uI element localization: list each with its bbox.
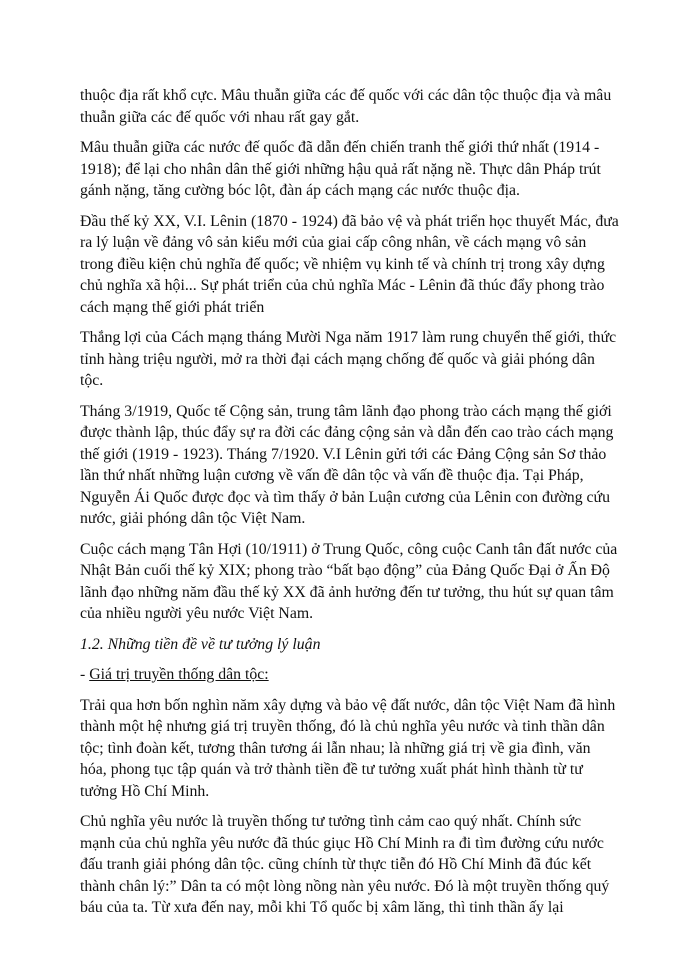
- subheading-prefix: -: [80, 666, 90, 683]
- paragraph-patriotism: Chủ nghĩa yêu nước là truyền thống tư tưởng tình cảm cao quý nhất. Chính sức mạnh của chủ nghĩa yêu nước đã thúc giục Hồ Chí Minh ra đi tìm đường cứu nước đấu tranh giải phóng dân tộc. cũng chính từ thực tiễn đó Hồ Chí Minh đã đúc kết thành chân lý:” Dân ta có một lòng nồng nàn yêu nước. Đó là một truyền thống quý báu của ta. Từ xưa đến nay, mỗi khi Tổ quốc bị xâm lăng, thì tinh thần ấy lại: [80, 813, 610, 916]
- paragraph-comintern: Tháng 3/1919, Quốc tế Cộng sản, trung tâm lãnh đạo phong trào cách mạng thế giới được thành lập, thúc đẩy sự ra đời các đảng cộng sản và dẫn đến cao trào cách mạng thế giới (1919 - 1923). Tháng 7/1920. V.I Lênin gửi tới các Đảng Cộng sản Sơ thảo lần thứ nhất những luận cương về vấn đề dân tộc và vấn đề thuộc địa. Tại Pháp, Nguyễn Ái Quốc được đọc và tìm thấy ở bản Luận cương của Lênin con đường cứu nước, giải phóng dân tộc Việt Nam.: [80, 402, 614, 527]
- subsection-heading: [80, 664, 620, 686]
- paragraph-traditional-values: Trải qua hơn bốn nghìn năm xây dựng và bảo vệ đất nước, dân tộc Việt Nam đã hình thành một hệ nhưng giá trị truyền thống, đó là chủ nghĩa yêu nước và tinh thần dân tộc; tình đoàn kết, tương thân tương ái lẫn nhau; là những giá trị về gia đình, văn hóa, phong tục tập quán và trở thành tiền đề tư tưởng xuất phát hình thành từ tư tưởng Hồ Chí Minh.: [80, 696, 616, 800]
- paragraph-asian-movements: Cuộc cách mạng Tân Hợi (10/1911) ở Trung Quốc, công cuộc Canh tân đất nước của Nhật Bản cuối thế kỷ XIX; phong trào “bất bạo động” của Đảng Quốc Đại ở Ấn Độ lãnh đạo những năm đầu thế kỷ XX đã ảnh hưởng đến tư tưởng, thu hút sự quan tâm của nhiều người yêu nước Việt Nam.: [80, 540, 618, 622]
- paragraph-world-war-one: Mâu thuẫn giữa các nước đế quốc đã dẫn đến chiến tranh thế giới thứ nhất (1914 - 1918); để lại cho nhân dân thế giới những hậu quả rất nặng nề. Thực dân Pháp trút gánh nặng, tăng cường bóc lột, đàn áp cách mạng các nước thuộc địa.: [80, 139, 601, 199]
- paragraph-colonial-contradictions: thuộc địa rất khổ cực. Mâu thuẫn giữa các đế quốc với các dân tộc thuộc địa và mâu thuẫn giữa các đế quốc với nhau rất gay gắt.: [80, 87, 612, 126]
- paragraph-lenin: Đầu thế kỷ XX, V.I. Lênin (1870 - 1924) đã bảo vệ và phát triển học thuyết Mác, đưa ra lý luận về đảng vô sản kiểu mới của giai cấp công nhân, về cách mạng vô sản trong điều kiện chủ nghĩa đế quốc; về nhiệm vụ kinh tế và chính trị trong xây dựng chủ nghĩa xã hội... Sự phát triển của chủ nghĩa Mác - Lênin đã thúc đẩy phong trào cách mạng thế giới phát triển: [80, 212, 619, 316]
- paragraph-october-revolution: Thắng lợi của Cách mạng tháng Mười Nga năm 1917 làm rung chuyển thế giới, thức tỉnh hàng triệu người, mở ra thời đại cách mạng chống đế quốc và giải phóng dân tộc.: [80, 329, 617, 389]
- subheading-text: Giá trị truyền thống dân tộc:: [89, 666, 269, 683]
- section-heading: 1.2. Những tiền đề về tư tưởng lý luận: [80, 635, 321, 653]
